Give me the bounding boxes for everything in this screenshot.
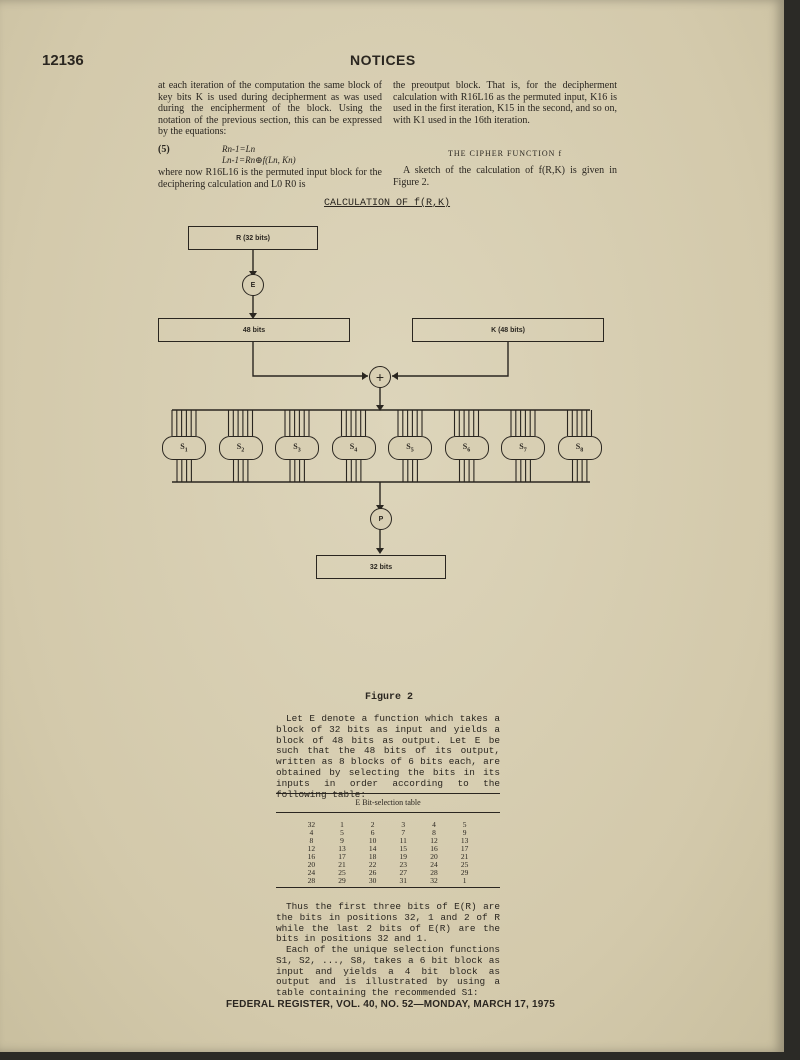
table-cell: 29 [460, 868, 469, 877]
table-cell: 9 [462, 828, 467, 837]
table-cell: 11 [399, 836, 407, 845]
equation-number: (5) [158, 144, 170, 155]
table-cell: 21 [460, 852, 469, 861]
table-row [296, 829, 480, 837]
s-box-8 [558, 436, 602, 460]
table-cell: 28 [430, 868, 438, 877]
table-cell: 14 [368, 844, 377, 853]
table-cell: 21 [338, 860, 346, 869]
table-cell: 20 [307, 860, 316, 869]
e-bit-selection-table [276, 793, 500, 888]
table-cell: 29 [338, 876, 346, 885]
s-box-index: 5 [410, 447, 414, 454]
table-cell: 4 [432, 820, 436, 829]
table-cell: 22 [368, 860, 377, 869]
table-cell: 26 [368, 868, 377, 877]
xor-node: + [369, 366, 391, 388]
table-row [296, 821, 480, 829]
table-cell: 19 [399, 852, 408, 861]
subsection-heading: THE CIPHER FUNCTION f [448, 149, 563, 158]
p-permutation-node: P [370, 508, 392, 530]
table-cell: 4 [309, 828, 314, 837]
figure-caption: Figure 2 [365, 692, 414, 703]
table-cell: 8 [432, 828, 436, 837]
table-cell: 28 [307, 876, 316, 885]
table-cell: 13 [338, 844, 346, 853]
table-cell: 13 [460, 836, 469, 845]
wire-48-to-xor [253, 341, 368, 376]
table-row [296, 869, 480, 877]
s-box-index: 1 [184, 447, 188, 454]
equation-2: Ln-1=Rn⊕f(Ln, Kn) [222, 155, 296, 165]
s-box-index: 6 [467, 447, 471, 454]
key-48-bits-box: K (48 bits) [412, 318, 604, 342]
table-cell: 9 [340, 836, 344, 845]
table-cell: 10 [368, 836, 377, 845]
expanded-48-bits-box: 48 bits [158, 318, 350, 342]
s-box-letter: $S_6$ [462, 442, 471, 454]
page-number: 12136 [42, 52, 84, 69]
table-row [296, 861, 480, 869]
table-grid [296, 821, 480, 885]
right-column-paragraph-2: A sketch of the calculation of f(R,K) is given in Figure 2. [393, 165, 617, 188]
s-box-7 [501, 436, 545, 460]
table-cell: 15 [399, 844, 408, 853]
table-cell: 23 [399, 860, 408, 869]
table-row [296, 837, 480, 845]
table-cell: 16 [307, 852, 316, 861]
table-cell: 17 [460, 844, 469, 853]
table-title: E Bit-selection table [355, 798, 421, 807]
table-cell: 12 [307, 844, 316, 853]
wire-k-to-xor [392, 341, 508, 376]
table-cell: 18 [368, 852, 377, 861]
s-box-2 [219, 436, 263, 460]
table-row [296, 877, 480, 885]
table-cell: 5 [340, 828, 344, 837]
table-cell: 17 [338, 852, 346, 861]
page-footer: FEDERAL REGISTER, VOL. 40, NO. 52—MONDAY, MARCH 17, 1975 [226, 999, 556, 1010]
s-box-index: 4 [354, 447, 358, 454]
figure-title: CALCULATION OF f(R,K) [324, 198, 451, 209]
s-box-3 [275, 436, 319, 460]
equation-1: Rn-1=Ln [222, 144, 256, 154]
s-box-letter: $S_1$ [180, 442, 188, 454]
s-box-6 [445, 436, 489, 460]
table-cell: 2 [370, 820, 375, 829]
left-column-paragraph-1: at each iteration of the computation the same block of key bits K is used during decipherment as was used during the encipherment of the block. Using the notation of the previous section, this can be expressed by the equations: [158, 80, 382, 137]
table-cell: 1 [340, 820, 344, 829]
table-cell: 25 [460, 860, 469, 869]
table-cell: 30 [368, 876, 377, 885]
table-cell: 8 [309, 836, 314, 845]
table-cell: 5 [462, 820, 467, 829]
right-column-paragraph-1: the preoutput block. That is, for the decipherment calculation with R16L16 as the permuted input, K16 is used in the first iteration, K15 in the second, and so on, with K1 used in the 16th iteration. [393, 80, 617, 126]
table-cell: 7 [401, 828, 406, 837]
table-cell: 24 [307, 868, 316, 877]
body-paragraph-selection-functions: Each of the unique selection functions S1, S2, ..., S8, takes a 6 bit block as input and yields a 4 bit block as output and is illustrated by using a table containing the recommended S1: [276, 944, 500, 999]
table-cell: 31 [399, 876, 408, 885]
table-cell: 32 [307, 820, 316, 829]
left-column-paragraph-2: where now R16L16 is the permuted input block for the deciphering calculation and L0 R0 is [158, 167, 382, 190]
table-cell: 27 [399, 868, 408, 877]
table-cell: 25 [338, 868, 346, 877]
body-paragraph-e-function: Let E denote a function which takes a block of 32 bits as input and yields a block of 48 bits as output. Let E be such that the 48 bits of its output, written as 8 blocks of 6 bits each, are obtained by selecting the bits in its inputs in order according to the following table: [276, 713, 500, 800]
s-box-1 [162, 436, 206, 460]
table-cell: 20 [430, 852, 438, 861]
s-box-letter: $S_5$ [406, 442, 414, 454]
s-box-index: 8 [580, 447, 584, 454]
table-cell: 6 [370, 828, 375, 837]
s-box-letter: $S_2$ [236, 442, 245, 454]
section-header: NOTICES [350, 52, 416, 68]
s-box-letter: $S_7$ [519, 442, 527, 454]
table-cell: 32 [430, 876, 438, 885]
s-box-letter: $S_4$ [349, 442, 358, 454]
s-box-index: 7 [523, 447, 527, 454]
table-row [296, 853, 480, 861]
s-box-5 [388, 436, 432, 460]
table-cell: 16 [430, 844, 438, 853]
r-input-box: R (32 bits) [188, 226, 318, 250]
s-box-letter: $S_8$ [575, 442, 584, 454]
body-paragraph-e-explanation: Thus the first three bits of E(R) are the bits in positions 32, 1 and 2 of R while the last 2 bits of E(R) are the bits in positions 32 and 1. [276, 901, 500, 945]
s-box-index: 2 [241, 447, 245, 454]
e-expansion-node: E [242, 274, 264, 296]
table-cell: 3 [401, 820, 406, 829]
s-box-4 [332, 436, 376, 460]
s-box-index: 3 [297, 447, 301, 454]
output-32-bits-box: 32 bits [316, 555, 446, 579]
table-cell: 12 [430, 836, 438, 845]
table-row [296, 845, 480, 853]
table-cell: 1 [462, 876, 467, 885]
table-cell: 24 [430, 860, 438, 869]
s-box-letter: $S_3$ [293, 442, 301, 454]
